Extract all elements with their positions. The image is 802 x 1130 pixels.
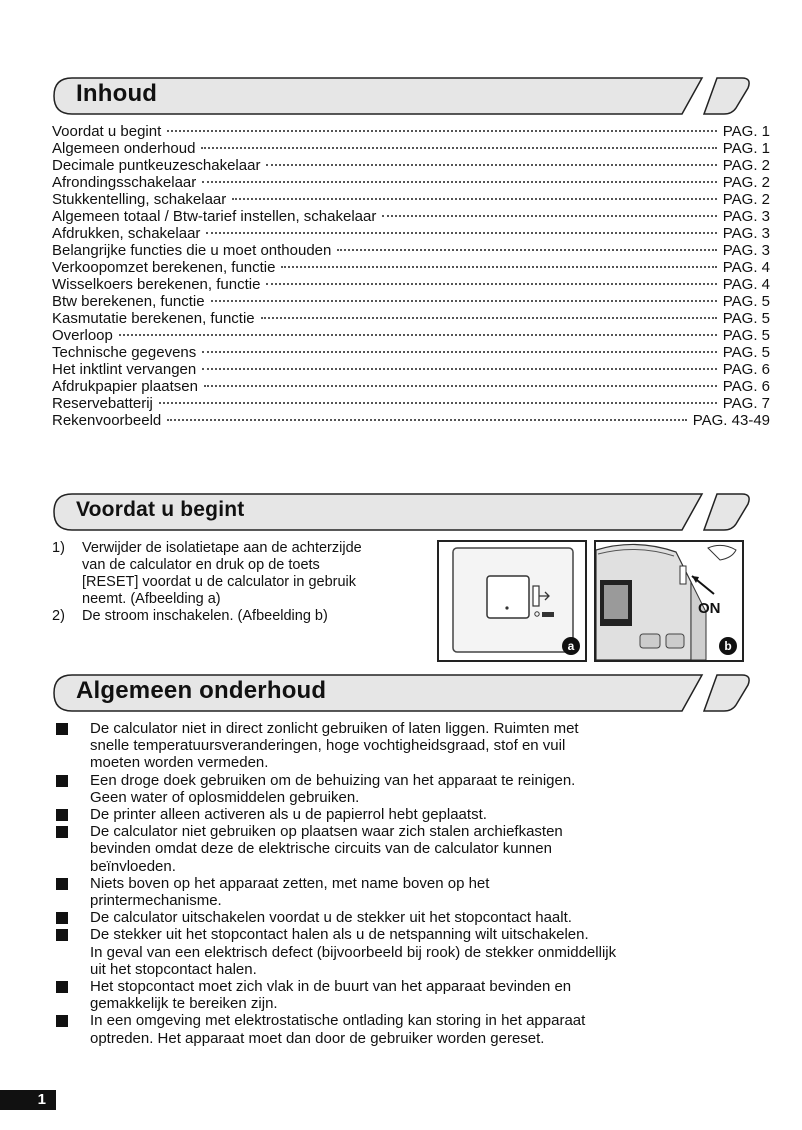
care-line: Niets boven op het apparaat zetten, met name boven op het	[90, 874, 490, 892]
care-line: printermechanisme.	[90, 892, 222, 910]
toc-entry-page: PAG. 3	[722, 208, 770, 225]
figure-b	[594, 540, 744, 662]
toc-leader-dots	[337, 249, 716, 251]
figure-a-label: a	[567, 639, 575, 653]
care-line: Geen water of oplosmiddelen gebruiken.	[90, 788, 360, 806]
care-item-text	[90, 772, 575, 806]
section-header-care	[52, 673, 752, 713]
toc-entry-title: Het inktlint vervangen	[52, 361, 197, 378]
toc-entry-title: Rekenvoorbeeld	[52, 412, 162, 429]
toc-entry-title: Wisselkoers berekenen, functie	[52, 276, 261, 293]
figure-a	[437, 540, 587, 662]
toc-entry-title: Kasmutatie berekenen, functie	[52, 310, 255, 327]
step-text	[82, 540, 362, 608]
care-item-text	[90, 806, 487, 823]
care-line: Een droge doek gebruiken om de behuizing van het apparaat te reinigen.	[90, 771, 576, 789]
toc-leader-dots	[206, 232, 716, 234]
square-bullet-icon	[56, 878, 68, 890]
toc-entry-title: Afrondingsschakelaar	[52, 174, 197, 191]
toc-row	[52, 208, 770, 225]
toc-leader-dots	[201, 147, 716, 149]
care-item-text	[90, 909, 572, 926]
section-title-before: Voordat u begint	[76, 498, 245, 521]
square-bullet-icon	[56, 912, 68, 924]
step-number: 1)	[52, 540, 65, 556]
square-bullet-icon	[56, 723, 68, 735]
toc-row	[52, 395, 770, 412]
toc-row	[52, 191, 770, 208]
toc-entry-page: PAG. 5	[722, 327, 770, 344]
toc-entry-title: Decimale puntkeuzeschakelaar	[52, 157, 261, 174]
toc-entry-title: Verkoopomzet berekenen, functie	[52, 259, 276, 276]
care-list	[52, 720, 772, 1047]
toc-entry-title: Stukkentelling, schakelaar	[52, 191, 227, 208]
toc-row	[52, 225, 770, 242]
toc-leader-dots	[167, 419, 686, 421]
care-line: De stekker uit het stopcontact halen als u de netspanning wilt uitschakelen.	[90, 926, 589, 944]
care-item	[52, 823, 772, 875]
square-bullet-icon	[56, 929, 68, 941]
care-line: snelle temperatuursveranderingen, hoge vochtigheidsgraad, stof en vuil	[90, 737, 566, 755]
care-line: In geval van een elektrisch defect (bijvoorbeeld bij rook) de stekker onmiddellijk	[90, 943, 617, 961]
toc-leader-dots	[159, 402, 717, 404]
toc-leader-dots	[202, 181, 716, 183]
care-item	[52, 806, 772, 823]
toc-entry-title: Algemeen totaal / Btw-tarief instellen, schakelaar	[52, 208, 377, 225]
toc-leader-dots	[119, 334, 717, 336]
care-item	[52, 978, 772, 1012]
care-line: De calculator niet gebruiken op plaatsen waar zich stalen archiefkasten	[90, 823, 563, 841]
step-line: [RESET] voordat u de calculator in gebruik	[82, 574, 357, 590]
toc-row	[52, 140, 770, 157]
toc-leader-dots	[266, 283, 716, 285]
figure-b-label: b	[724, 639, 732, 653]
care-line: beïnvloeden.	[90, 857, 176, 875]
toc-row	[52, 174, 770, 191]
toc-entry-page: PAG. 4	[722, 276, 770, 293]
toc-entry-title: Afdrukpapier plaatsen	[52, 378, 198, 395]
care-item-text	[90, 720, 579, 772]
care-item	[52, 875, 772, 909]
toc-row	[52, 157, 770, 174]
step-item	[52, 608, 432, 625]
care-line: In een omgeving met elektrostatische ontlading kan storing in het apparaat	[90, 1012, 586, 1030]
care-line: optreden. Het apparaat moet dan door de gebruiker worden gereset.	[90, 1029, 545, 1047]
toc-row	[52, 412, 770, 429]
toc-entry-title: Reservebatterij	[52, 395, 153, 412]
toc-entry-title: Voordat u begint	[52, 123, 162, 140]
toc-entry-title: Algemeen onderhoud	[52, 140, 196, 157]
toc-row	[52, 276, 770, 293]
toc-leader-dots	[211, 300, 717, 302]
toc-entry-page: PAG. 1	[722, 123, 770, 140]
care-item-text	[90, 823, 563, 875]
before-steps-list	[52, 540, 432, 625]
square-bullet-icon	[56, 1015, 68, 1027]
page-number: 1	[0, 1090, 56, 1110]
care-item-text	[90, 978, 571, 1012]
toc-entry-title: Technische gegevens	[52, 344, 197, 361]
toc-row	[52, 310, 770, 327]
toc-row	[52, 344, 770, 361]
toc-entry-page: PAG. 2	[722, 174, 770, 191]
care-line: De calculator niet in direct zonlicht gebruiken of laten liggen. Ruimten met	[90, 720, 579, 737]
figure-b-badge	[718, 636, 738, 656]
toc-leader-dots	[266, 164, 716, 166]
toc-row	[52, 361, 770, 378]
care-item-text	[90, 875, 489, 909]
section-title-care: Algemeen onderhoud	[76, 677, 327, 704]
section-header-before	[52, 492, 752, 532]
toc-row	[52, 293, 770, 310]
figure-a-badge	[561, 636, 581, 656]
toc-leader-dots	[382, 215, 716, 217]
care-line: moeten worden vermeden.	[90, 754, 269, 772]
section-header-toc	[52, 76, 752, 116]
square-bullet-icon	[56, 981, 68, 993]
toc-entry-page: PAG. 5	[722, 310, 770, 327]
care-line: gemakkelijk te bereiken zijn.	[90, 995, 278, 1013]
step-line: neemt. (Afbeelding a)	[82, 591, 221, 607]
care-line: Het stopcontact moet zich vlak in de buurt van het apparaat bevinden en	[90, 978, 572, 996]
toc-entry-page: PAG. 3	[722, 225, 770, 242]
care-line: De printer alleen activeren als u de papierrol hebt geplaatst.	[90, 806, 487, 824]
square-bullet-icon	[56, 809, 68, 821]
care-line: bevinden omdat deze de elektrische circuits van de calculator kunnen	[90, 840, 552, 858]
step-item	[52, 540, 432, 608]
toc-row	[52, 378, 770, 395]
toc-entry-page: PAG. 2	[722, 157, 770, 174]
toc-row	[52, 259, 770, 276]
toc-leader-dots	[202, 368, 717, 370]
care-item	[52, 909, 772, 926]
toc-entry-page: PAG. 7	[722, 395, 770, 412]
toc-entry-page: PAG. 6	[722, 361, 770, 378]
toc-entry-title: Btw berekenen, functie	[52, 293, 205, 310]
care-item	[52, 926, 772, 978]
section-title-toc: Inhoud	[76, 80, 158, 107]
care-item	[52, 720, 772, 772]
power-on-label: ON	[698, 600, 721, 617]
care-item-text	[90, 926, 616, 978]
care-item	[52, 1012, 772, 1046]
step-line: Verwijder de isolatietape aan de achterzijde	[82, 540, 362, 556]
care-item	[52, 772, 772, 806]
care-item-text	[90, 1012, 585, 1046]
toc-leader-dots	[232, 198, 716, 200]
toc-entry-page: PAG. 2	[722, 191, 770, 208]
toc-row	[52, 123, 770, 140]
step-number: 2)	[52, 608, 65, 624]
table-of-contents	[52, 123, 770, 429]
toc-row	[52, 327, 770, 344]
toc-entry-page: PAG. 3	[722, 242, 770, 259]
toc-entry-title: Afdrukken, schakelaar	[52, 225, 201, 242]
toc-leader-dots	[204, 385, 717, 387]
toc-entry-title: Overloop	[52, 327, 113, 344]
care-line: De calculator uitschakelen voordat u de stekker uit het stopcontact haalt.	[90, 909, 572, 927]
toc-leader-dots	[281, 266, 716, 268]
toc-entry-page: PAG. 1	[722, 140, 770, 157]
square-bullet-icon	[56, 775, 68, 787]
toc-row	[52, 242, 770, 259]
toc-entry-page: PAG. 6	[722, 378, 770, 395]
step-text	[82, 608, 328, 625]
toc-entry-page: PAG. 5	[722, 293, 770, 310]
toc-entry-page: PAG. 4	[722, 259, 770, 276]
toc-entry-title: Belangrijke functies die u moet onthouden	[52, 242, 332, 259]
toc-leader-dots	[167, 130, 716, 132]
toc-entry-page: PAG. 43-49	[692, 412, 770, 429]
toc-entry-page: PAG. 5	[722, 344, 770, 361]
toc-leader-dots	[261, 317, 717, 319]
toc-leader-dots	[202, 351, 716, 353]
step-line: De stroom inschakelen. (Afbeelding b)	[82, 608, 328, 624]
step-line: van de calculator en druk op de toets	[82, 557, 320, 573]
care-line: uit het stopcontact halen.	[90, 960, 257, 978]
square-bullet-icon	[56, 826, 68, 838]
